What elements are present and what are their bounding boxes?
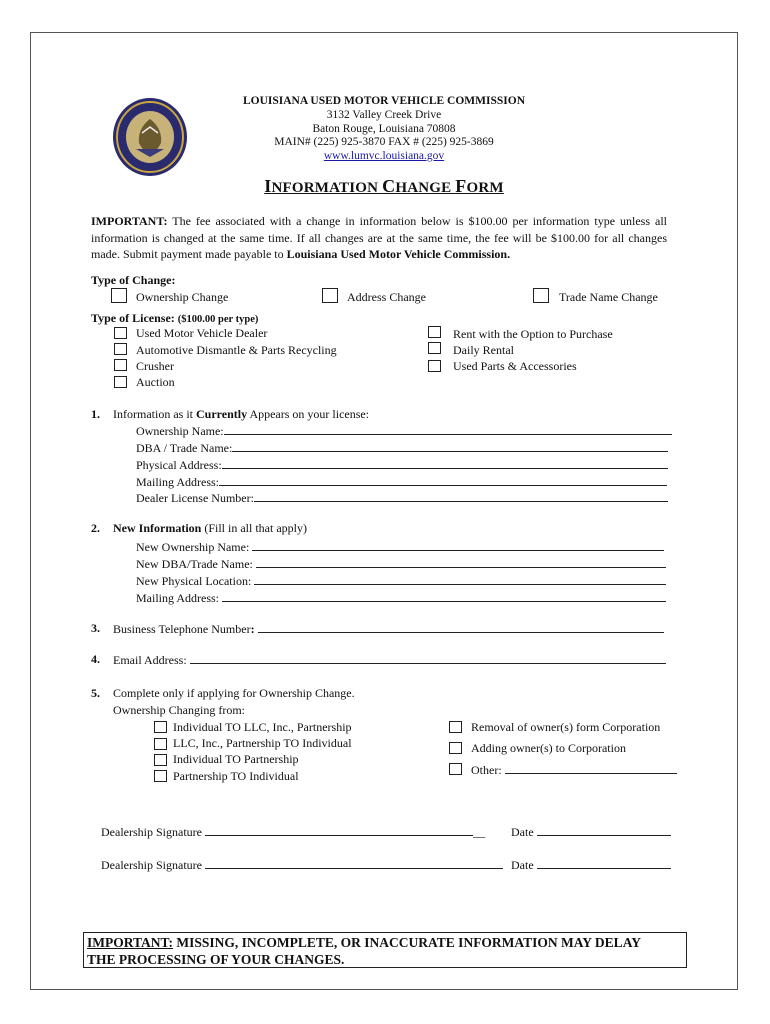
type-of-license-label: Type of License: (91, 311, 175, 325)
ownership-change-label: Ownership Change (136, 290, 229, 304)
section-3-number: 3. (91, 621, 100, 635)
license-rent-purchase-checkbox[interactable] (428, 326, 441, 338)
section-1-number: 1. (91, 407, 100, 421)
email-field[interactable] (113, 652, 666, 667)
form-title-i: I (264, 176, 272, 196)
section-1-intro (113, 407, 369, 421)
dealer-license-number-field[interactable] (136, 490, 668, 505)
signature-2-label: Dealership Signature (101, 858, 202, 872)
agency-name: LOUISIANA USED MOTOR VEHICLE COMMISSION (242, 95, 526, 107)
ind-to-llc-label: Individual TO LLC, Inc., Partnership (173, 720, 352, 734)
type-of-license-note: ($100.00 per type) (177, 314, 259, 325)
fee-notice-label: IMPORTANT: (91, 214, 168, 228)
form-title-f: F (455, 176, 467, 196)
license-auction-checkbox[interactable] (114, 376, 127, 388)
new-ownership-name-label: New Ownership Name: (136, 540, 250, 554)
business-telephone-colon: : (250, 622, 255, 636)
date-1-label: Date (511, 825, 534, 839)
date-2-line[interactable] (537, 857, 671, 869)
processing-notice-label: IMPORTANT: (87, 935, 174, 950)
signature-1-line[interactable] (205, 824, 473, 836)
section-2-intro (113, 521, 307, 535)
type-of-change-label: Type of Change: (91, 273, 176, 287)
license-used-parts-checkbox[interactable] (428, 360, 441, 372)
type-of-license-heading (91, 311, 258, 327)
llc-to-ind-label: LLC, Inc., Partnership TO Individual (173, 736, 352, 750)
form-title (31, 176, 737, 196)
current-dba-field[interactable] (136, 440, 668, 455)
business-telephone-label: Business Telephone Number (113, 622, 251, 636)
business-telephone-line[interactable] (258, 621, 664, 633)
current-physical-address-field[interactable] (136, 457, 668, 472)
other-label: Other: (471, 763, 502, 777)
trade-name-change-label: Trade Name Change (559, 290, 658, 304)
partnership-to-ind-checkbox[interactable] (154, 770, 167, 782)
license-rent-purchase-label: Rent with the Option to Purchase (453, 327, 613, 341)
section-2-intro-b: (Fill in all that apply) (204, 521, 307, 535)
agency-street: 3132 Valley Creek Drive (326, 109, 442, 121)
new-physical-location-label: New Physical Location: (136, 574, 252, 588)
license-crusher-label: Crusher (136, 359, 174, 373)
current-physical-address-label: Physical Address: (136, 458, 222, 472)
agency-website-link[interactable]: www.lumvc.louisiana.gov (323, 150, 445, 162)
section-4-number: 4. (91, 652, 100, 666)
section-2-intro-a: New Information (113, 521, 202, 535)
agency-phones: MAIN# (225) 925-3870 FAX # (225) 925-3869 (274, 136, 494, 148)
current-mailing-address-line[interactable] (219, 474, 667, 486)
processing-notice-line-2: THE PROCESSING OF YOUR CHANGES. (87, 952, 345, 967)
license-used-dealer-checkbox[interactable] (114, 327, 127, 339)
new-ownership-name-field[interactable] (136, 539, 664, 554)
new-mailing-address-label: Mailing Address: (136, 591, 219, 605)
adding-owner-label: Adding owner(s) to Corporation (471, 741, 626, 755)
current-dba-line[interactable] (232, 440, 668, 452)
new-ownership-name-line[interactable] (252, 539, 664, 551)
trade-name-change-checkbox[interactable] (533, 288, 549, 303)
email-line[interactable] (190, 652, 666, 664)
license-dismantle-label: Automotive Dismantle & Parts Recycling (136, 343, 337, 357)
date-1-line[interactable] (537, 824, 671, 836)
processing-notice (83, 932, 687, 968)
other-checkbox[interactable] (449, 763, 462, 775)
section-5-line-2: Ownership Changing from: (113, 703, 245, 717)
email-label: Email Address: (113, 653, 187, 667)
new-dba-field[interactable] (136, 556, 666, 571)
current-ownership-name-label: Ownership Name: (136, 424, 224, 438)
license-used-parts-label: Used Parts & Accessories (453, 359, 577, 373)
section-5-line-1: Complete only if applying for Ownership Change. (113, 686, 355, 700)
form-title-c: C (382, 176, 396, 196)
adding-owner-checkbox[interactable] (449, 742, 462, 754)
license-dismantle-checkbox[interactable] (114, 343, 127, 355)
license-used-dealer-label: Used Motor Vehicle Dealer (136, 326, 268, 340)
ind-to-partnership-checkbox[interactable] (154, 754, 167, 766)
license-daily-rental-checkbox[interactable] (428, 342, 441, 354)
new-dba-label: New DBA/Trade Name: (136, 557, 253, 571)
ownership-change-checkbox[interactable] (111, 288, 127, 303)
section-2-number: 2. (91, 521, 100, 535)
section-1-intro-a: Information as it (113, 407, 193, 421)
new-dba-line[interactable] (256, 556, 666, 568)
new-mailing-address-field[interactable] (136, 590, 666, 605)
business-telephone-field[interactable] (113, 621, 664, 636)
address-change-checkbox[interactable] (322, 288, 338, 303)
signature-row-2[interactable] (101, 857, 503, 872)
date-2-label: Date (511, 858, 534, 872)
license-auction-label: Auction (136, 375, 175, 389)
license-crusher-checkbox[interactable] (114, 359, 127, 371)
fee-notice (91, 213, 667, 263)
dealer-license-number-line[interactable] (254, 490, 668, 502)
current-dba-label: DBA / Trade Name: (136, 441, 233, 455)
other-field[interactable] (471, 762, 677, 777)
date-row-2[interactable] (511, 857, 671, 872)
form-title-hange: HANGE (395, 180, 456, 196)
date-row-1[interactable] (511, 824, 671, 839)
fee-notice-payee: Louisiana Used Motor Vehicle Commission. (286, 247, 511, 261)
new-physical-location-field[interactable] (136, 573, 666, 588)
section-5-number: 5. (91, 686, 100, 700)
current-physical-address-line[interactable] (222, 457, 668, 469)
removal-owner-checkbox[interactable] (449, 721, 462, 733)
signature-2-line[interactable] (205, 857, 503, 869)
form-title-nformation: NFORMATION (271, 180, 383, 196)
signature-row-1[interactable] (101, 824, 485, 839)
current-mailing-address-field[interactable] (136, 474, 667, 489)
processing-notice-text-1: MISSING, INCOMPLETE, OR INACCURATE INFORMATION MAY DELAY (176, 935, 641, 950)
form-title-orm: ORM (466, 180, 504, 196)
address-change-label: Address Change (347, 290, 426, 304)
processing-notice-line-1 (87, 934, 683, 951)
form-page (30, 32, 738, 990)
partnership-to-ind-label: Partnership TO Individual (173, 769, 299, 783)
agency-city: Baton Rouge, Louisiana 70808 (312, 123, 456, 135)
dealer-license-number-label: Dealer License Number: (136, 491, 254, 505)
ind-to-partnership-label: Individual TO Partnership (173, 752, 299, 766)
current-ownership-name-field[interactable] (136, 423, 672, 438)
other-line[interactable] (505, 762, 677, 774)
llc-to-ind-checkbox[interactable] (154, 738, 167, 750)
fee-notice-text: The fee associated with a change in information below is $100.00 per information type unless all information is changed at the same time. If all changes are at the same time, the fee will be $100.00 for all changes made. Submit payment made payable to (91, 214, 667, 261)
section-1-intro-c: Appears on your license: (249, 407, 370, 421)
current-mailing-address-label: Mailing Address: (136, 475, 219, 489)
license-daily-rental-label: Daily Rental (453, 343, 514, 357)
agency-website-row (31, 149, 737, 163)
removal-owner-label: Removal of owner(s) form Corporation (471, 720, 661, 734)
signature-1-extra: __ (472, 825, 485, 839)
signature-1-label: Dealership Signature (101, 825, 202, 839)
ind-to-llc-checkbox[interactable] (154, 721, 167, 733)
new-mailing-address-line[interactable] (222, 590, 666, 602)
section-1-intro-b: Currently (195, 407, 248, 421)
new-physical-location-line[interactable] (254, 573, 666, 585)
current-ownership-name-line[interactable] (224, 423, 672, 435)
